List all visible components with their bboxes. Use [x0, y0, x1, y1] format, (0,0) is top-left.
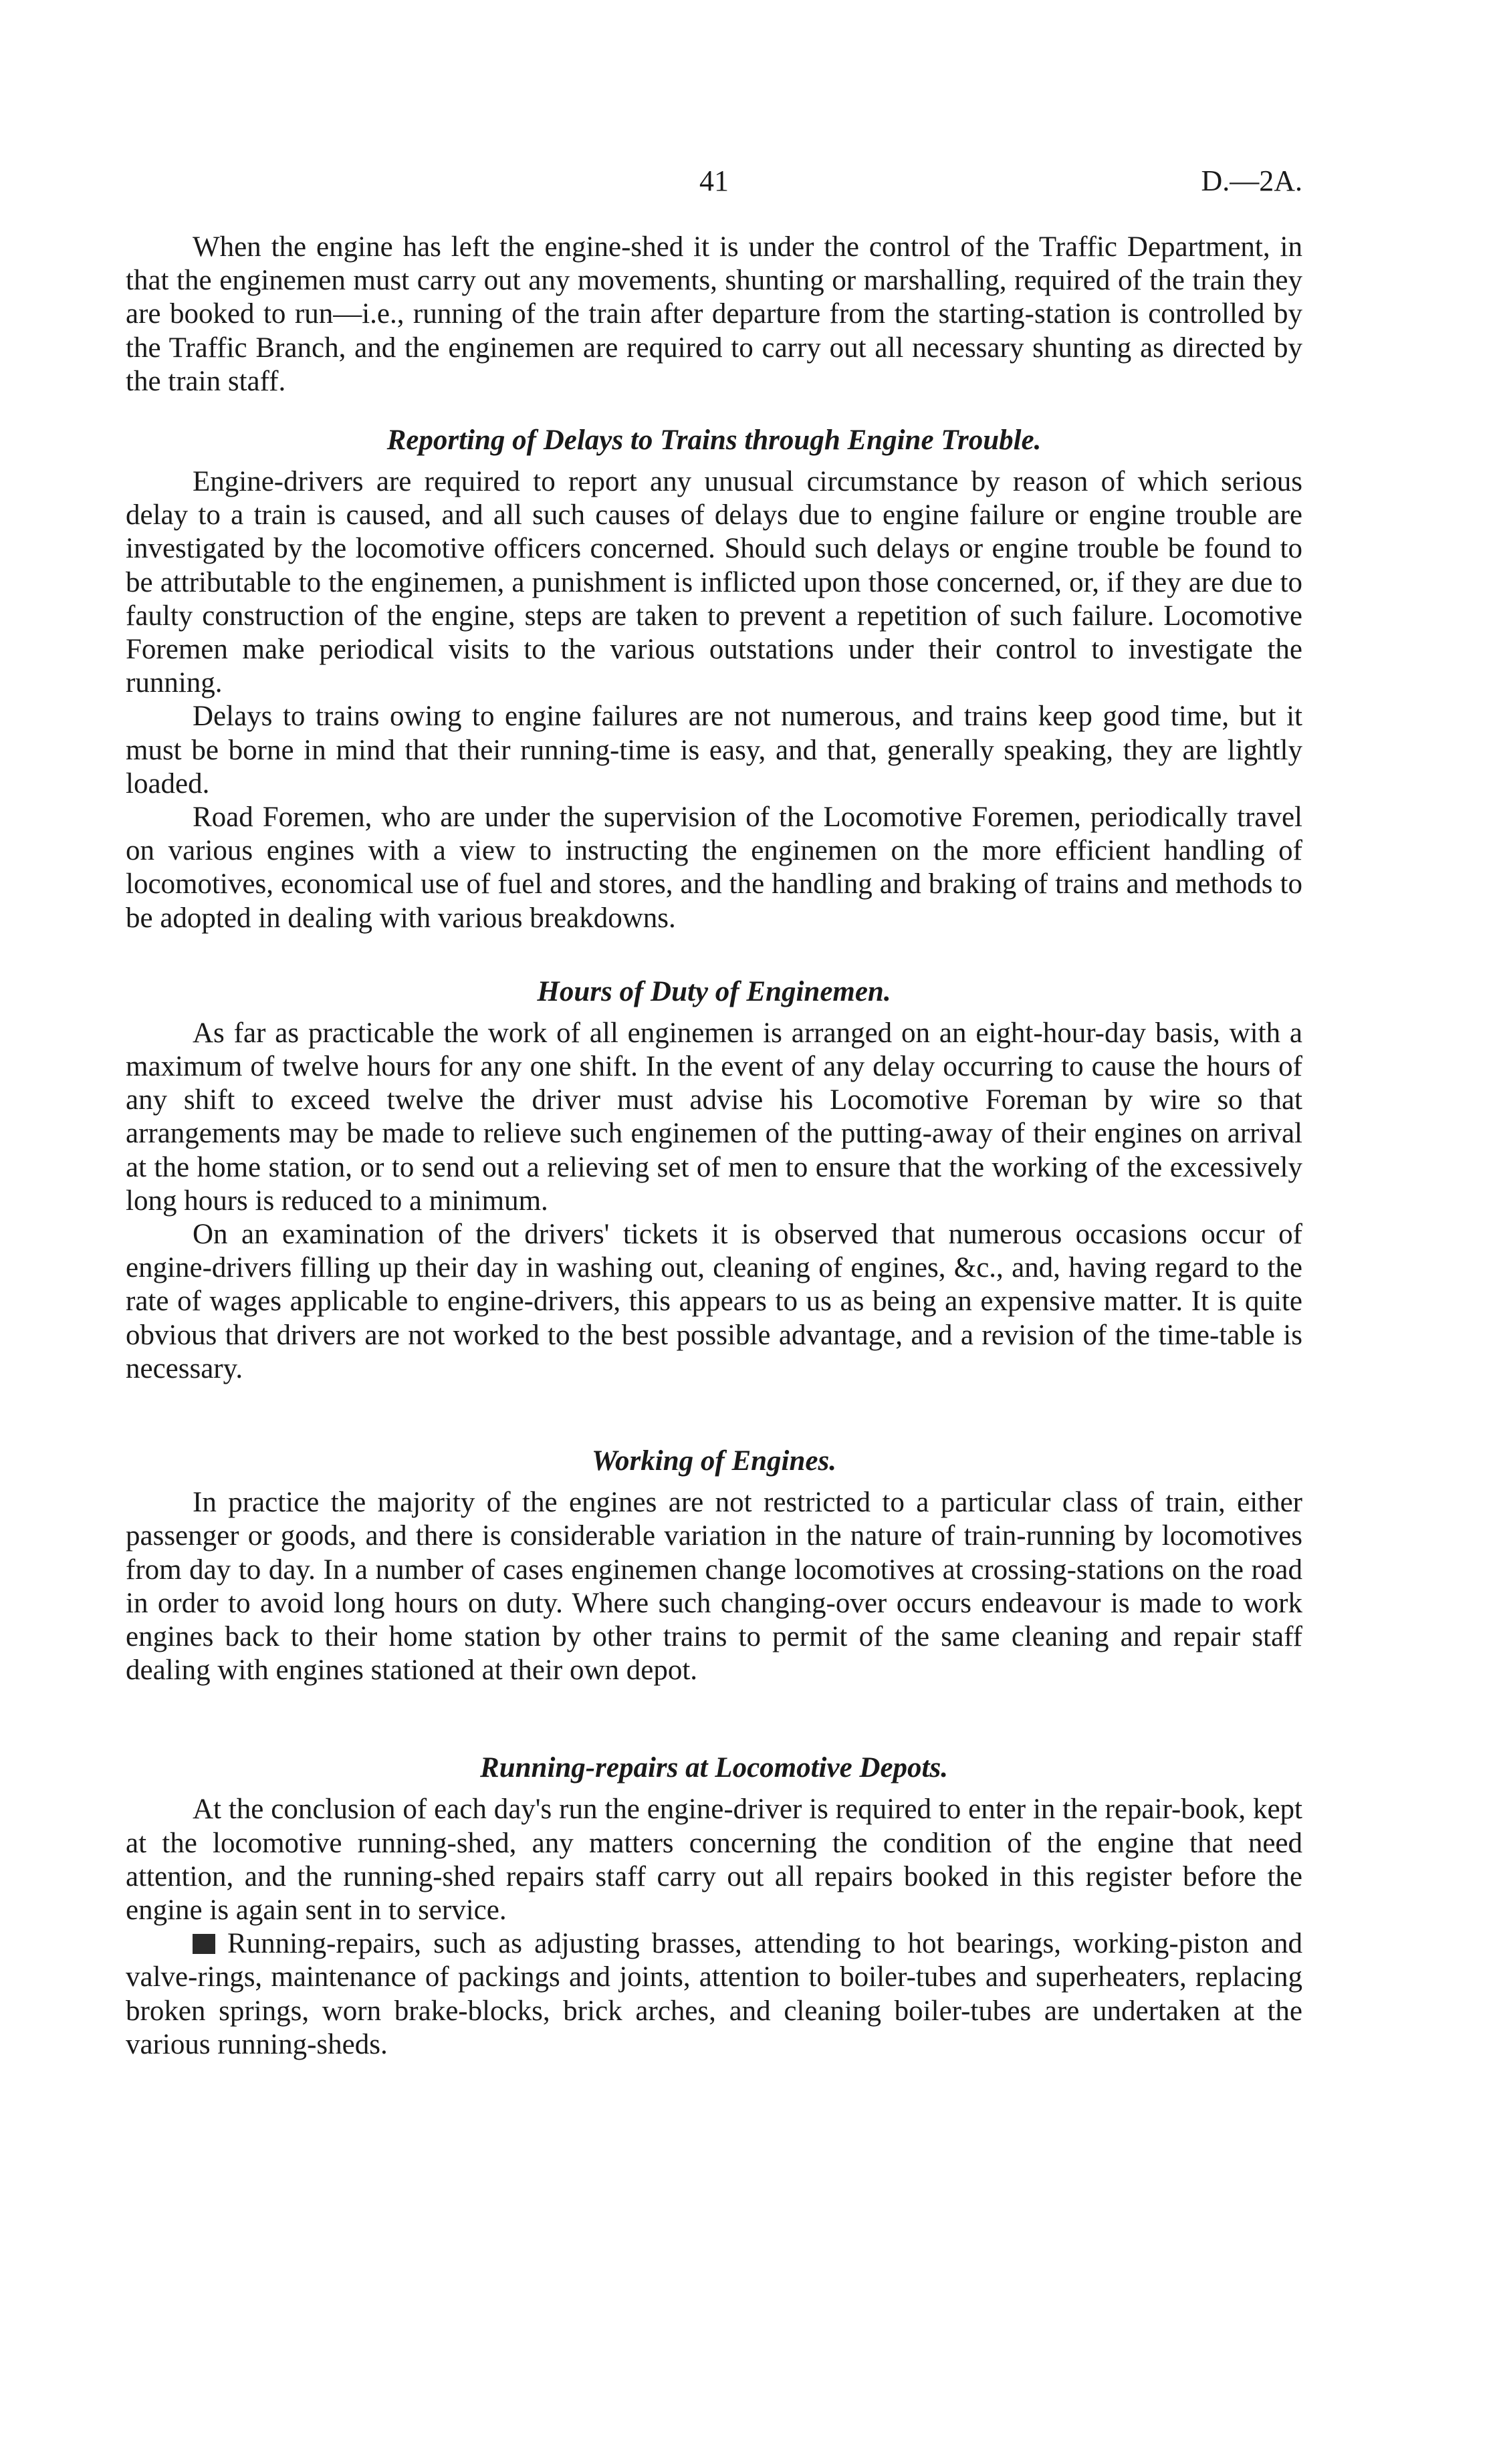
paragraph: Engine-drivers are required to report any unusual circumstance by reason of which serious delay to a train is caused, and all such causes of delays due to engine failure or engine trouble are investigated by the locomotive officers concerned. Should such delays or engine trouble be found to be attributable to the enginemen, a punishment is inflicted upon those concerned, or, if they are due to faulty construction of the engine, steps are taken to prevent a repetition of such failure. Locomotive Foremen make periodical visits to the various outstations under their control to investigate the running.	[126, 466, 1302, 699]
document-reference: D.—2A.	[1201, 164, 1302, 197]
paragraph: Delays to trains owing to engine failures are not numerous, and trains keep good time, but it must be borne in mind that their running-time is easy, and that, generally speaking, they are lightly loaded.	[126, 701, 1302, 799]
paragraph: Road Foremen, who are under the supervision of the Locomotive Foremen, periodically travel on various engines with a view to instructing the enginemen on the more efficient handling of locomotives, economical use of fuel and stores, and the handling and braking of trains and methods to be adopted in dealing with various breakdowns.	[126, 802, 1302, 934]
section-heading-working-of-engines: Working of Engines.	[592, 1445, 836, 1477]
page-header	[126, 164, 1302, 211]
section-heading-hours-of-duty: Hours of Duty of Enginemen.	[537, 975, 891, 1007]
ink-blot-icon	[193, 1934, 215, 1954]
paragraph: In practice the majority of the engines are not restricted to a particular class of train, either passenger or goods, and there is considerable variation in the nature of train-running by locomotives from day to day. In a number of cases enginemen change locomotives at crossing-stations on the road in order to avoid long hours on duty. Where such changing-over occurs endeavour is made to work engines back to their home station by other trains to permit of the same cleaning and repair staff dealing with engines stationed at their own depot.	[126, 1487, 1302, 1687]
paragraph: When the engine has left the engine-shed it is under the control of the Traffic Department, in that the enginemen must carry out any movements, shunting or marshalling, required of the train they are booked to run—i.e., running of the train after departure from the starting-station is controlled by the Traffic Branch, and the enginemen are required to carry out all necessary shunting as directed by the train staff.	[126, 231, 1302, 397]
body-text	[126, 231, 1302, 2062]
page-number: 41	[699, 164, 729, 197]
paragraph: As far as practicable the work of all enginemen is arranged on an eight-hour-day basis, with a maximum of twelve hours for any one shift. In the event of any delay occurring to cause the hours of any shift to exceed twelve the driver must advise his Locomotive Foreman by wire so that arrangements may be made to relieve such enginemen of the putting-away of their engines on arrival at the home station, or to send out a relieving set of men to ensure that the working of the excessively long hours is reduced to a minimum.	[126, 1017, 1302, 1217]
paragraph-text: Running-repairs, such as adjusting brasses, attending to hot bearings, working-piston and valve-rings, maintenance of packings and joints, attention to boiler-tubes and superheaters, replacing broken springs, worn brake-blocks, brick arches, and cleaning boiler-tubes are undertaken at the various running-sheds.	[126, 1928, 1302, 2060]
paragraph: At the conclusion of each day's run the engine-driver is required to enter in the repair-book, kept at the locomotive running-shed, any matters concerning the condition of the engine that need attention, and the running-shed repairs staff carry out all repairs booked in this register before the engine is again sent in to service.	[126, 1794, 1302, 1926]
section-heading-reporting-delays: Reporting of Delays to Trains through Engine Trouble.	[386, 424, 1042, 457]
paragraph: On an examination of the drivers' tickets it is observed that numerous occasions occur of engine-drivers filling up their day in washing out, cleaning of engines, &c., and, having regard to the rate of wages applicable to engine-drivers, this appears to us as being an expensive matter. It is quite obvious that drivers are not worked to the best possible advantage, and a revision of the time-table is necessary.	[126, 1219, 1302, 1384]
paragraph	[126, 1927, 1302, 2062]
section-heading-running-repairs: Running-repairs at Locomotive Depots.	[480, 1752, 948, 1784]
